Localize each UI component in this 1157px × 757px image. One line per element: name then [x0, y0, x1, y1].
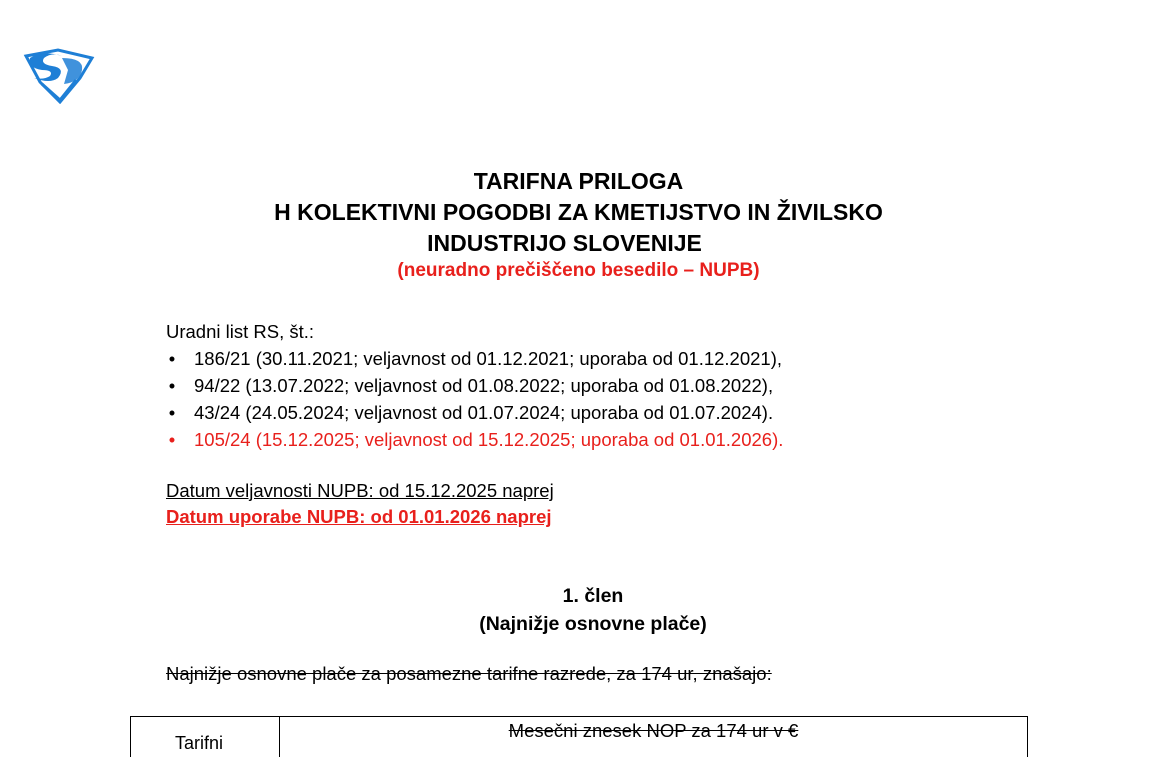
title-line-3: INDUSTRIJO SLOVENIJE [427, 230, 702, 256]
gazette-references [166, 318, 783, 453]
title-line-1: TARIFNA PRILOGA [473, 168, 684, 194]
gazette-list [166, 345, 783, 453]
title-line-2: H KOLEKTIVNI POGODBI ZA KMETIJSTVO IN ŽIVILSKO [274, 199, 883, 225]
document-title [0, 166, 1157, 286]
gazette-entry: • 94/22 (13.07.2022; veljavnost od 01.08.2022; uporaba od 01.08.2022), [166, 372, 783, 399]
gazette-entry: • 43/24 (24.05.2024; veljavnost od 01.07.2024; uporaba od 01.07.2024). [166, 399, 783, 426]
sd-logo-icon [22, 48, 96, 104]
document-subtitle: (neuradno prečiščeno besedilo – NUPB) [397, 260, 760, 281]
article-heading [0, 582, 1157, 638]
article-title: (Najnižje osnovne plače) [479, 613, 707, 635]
bullet-icon: • [168, 375, 176, 396]
table-header-tariff: Tarifni [131, 717, 280, 757]
struck-paragraph: Najnižje osnovne plače za posamezne tarifne razrede, za 174 ur, znašajo: [166, 663, 772, 684]
bullet-icon: • [168, 429, 176, 450]
validity-dates [166, 478, 554, 530]
article-number: 1. člen [562, 585, 624, 607]
gazette-label: Uradni list RS, št.: [166, 321, 315, 342]
wage-table [130, 716, 1028, 757]
bullet-icon: • [168, 348, 176, 369]
bullet-icon: • [168, 402, 176, 423]
gazette-entry: • 186/21 (30.11.2021; veljavnost od 01.12.2021; uporaba od 01.12.2021), [166, 345, 783, 372]
usage-date: Datum uporabe NUPB: od 01.01.2026 naprej [166, 506, 552, 527]
gazette-entry-new: • 105/24 (15.12.2025; veljavnost od 15.12.2025; uporaba od 01.01.2026). [166, 426, 783, 453]
validity-date: Datum veljavnosti NUPB: od 15.12.2025 naprej [166, 480, 554, 501]
table-header-amount: Mesečni znesek NOP za 174 ur v € [508, 720, 799, 741]
